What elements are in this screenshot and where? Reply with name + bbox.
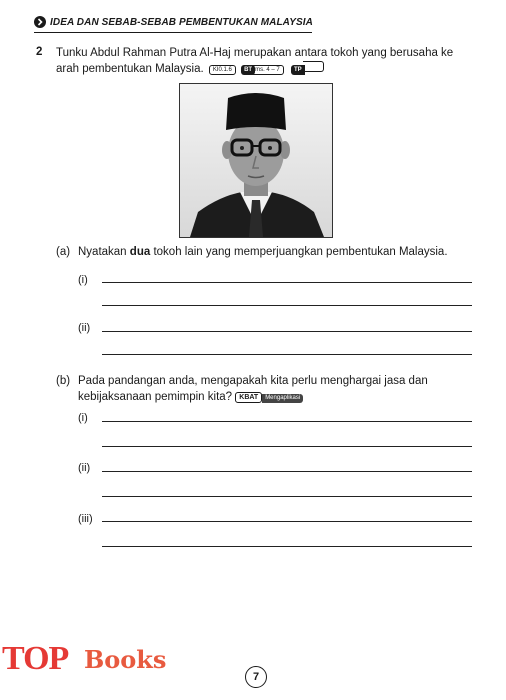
page-number: 7 bbox=[245, 666, 267, 688]
part-b-text-line2-body: kebijaksanaan pemimpin kita? bbox=[78, 391, 233, 403]
tag-bt: BT bbox=[241, 65, 255, 75]
chevron-right-icon bbox=[34, 16, 46, 28]
answer-line-b-i-2[interactable] bbox=[102, 446, 472, 447]
part-b-item-ii: (ii) bbox=[78, 462, 91, 474]
watermark-books: Books bbox=[84, 645, 167, 674]
part-a-item-i: (i) bbox=[78, 274, 88, 286]
tp-box bbox=[303, 61, 324, 72]
kbat-tag: KBAT bbox=[235, 392, 262, 403]
question-text bbox=[56, 45, 476, 77]
part-b-item-i: (i) bbox=[78, 412, 88, 424]
part-a-text bbox=[78, 244, 478, 260]
question-text-body: Tunku Abdul Rahman Putra Al-Haj merupakan antara tokoh yang berusaha ke arah pembentukan Malaysia. bbox=[56, 47, 454, 75]
part-b-item-iii: (iii) bbox=[78, 513, 93, 525]
section-header bbox=[34, 16, 313, 28]
section-title: IDEA DAN SEBAB-SEBAB PEMBENTUKAN MALAYSIA bbox=[50, 16, 313, 28]
kbat-sub-tag: Mengaplikasi bbox=[262, 394, 303, 403]
answer-line-b-ii-1[interactable] bbox=[102, 471, 472, 472]
answer-line-a-i-2[interactable] bbox=[102, 305, 472, 306]
part-a-item-ii: (ii) bbox=[78, 322, 91, 334]
part-b-text-line1: Pada pandangan anda, mengapakah kita perlu menghargai jasa dan bbox=[78, 375, 428, 387]
answer-line-a-ii-1[interactable] bbox=[102, 331, 472, 332]
answer-line-b-iii-1[interactable] bbox=[102, 521, 472, 522]
part-b-text bbox=[78, 373, 488, 405]
answer-line-a-ii-2[interactable] bbox=[102, 354, 472, 355]
tag-ms: ms. 4 – 7 bbox=[252, 65, 284, 75]
tag-kio: KI0.1.6 bbox=[209, 65, 236, 75]
part-a-text-after: tokoh lain yang memperjuangkan pembentukan Malaysia. bbox=[153, 246, 448, 258]
question-number: 2 bbox=[36, 46, 43, 58]
answer-line-b-ii-2[interactable] bbox=[102, 496, 472, 497]
tag-tp: TP bbox=[291, 65, 305, 75]
watermark-top: TOP bbox=[2, 640, 69, 677]
part-b-label: (b) bbox=[56, 375, 71, 387]
part-a-label: (a) bbox=[56, 246, 71, 258]
header-divider bbox=[34, 32, 312, 33]
part-a-text-before: Nyatakan bbox=[78, 246, 127, 258]
part-a-text-bold: dua bbox=[129, 246, 151, 258]
answer-line-a-i-1[interactable] bbox=[102, 282, 472, 283]
part-b-text-line2 bbox=[78, 389, 488, 405]
portrait-photo bbox=[179, 83, 333, 238]
answer-line-b-iii-2[interactable] bbox=[102, 546, 472, 547]
answer-line-b-i-1[interactable] bbox=[102, 421, 472, 422]
